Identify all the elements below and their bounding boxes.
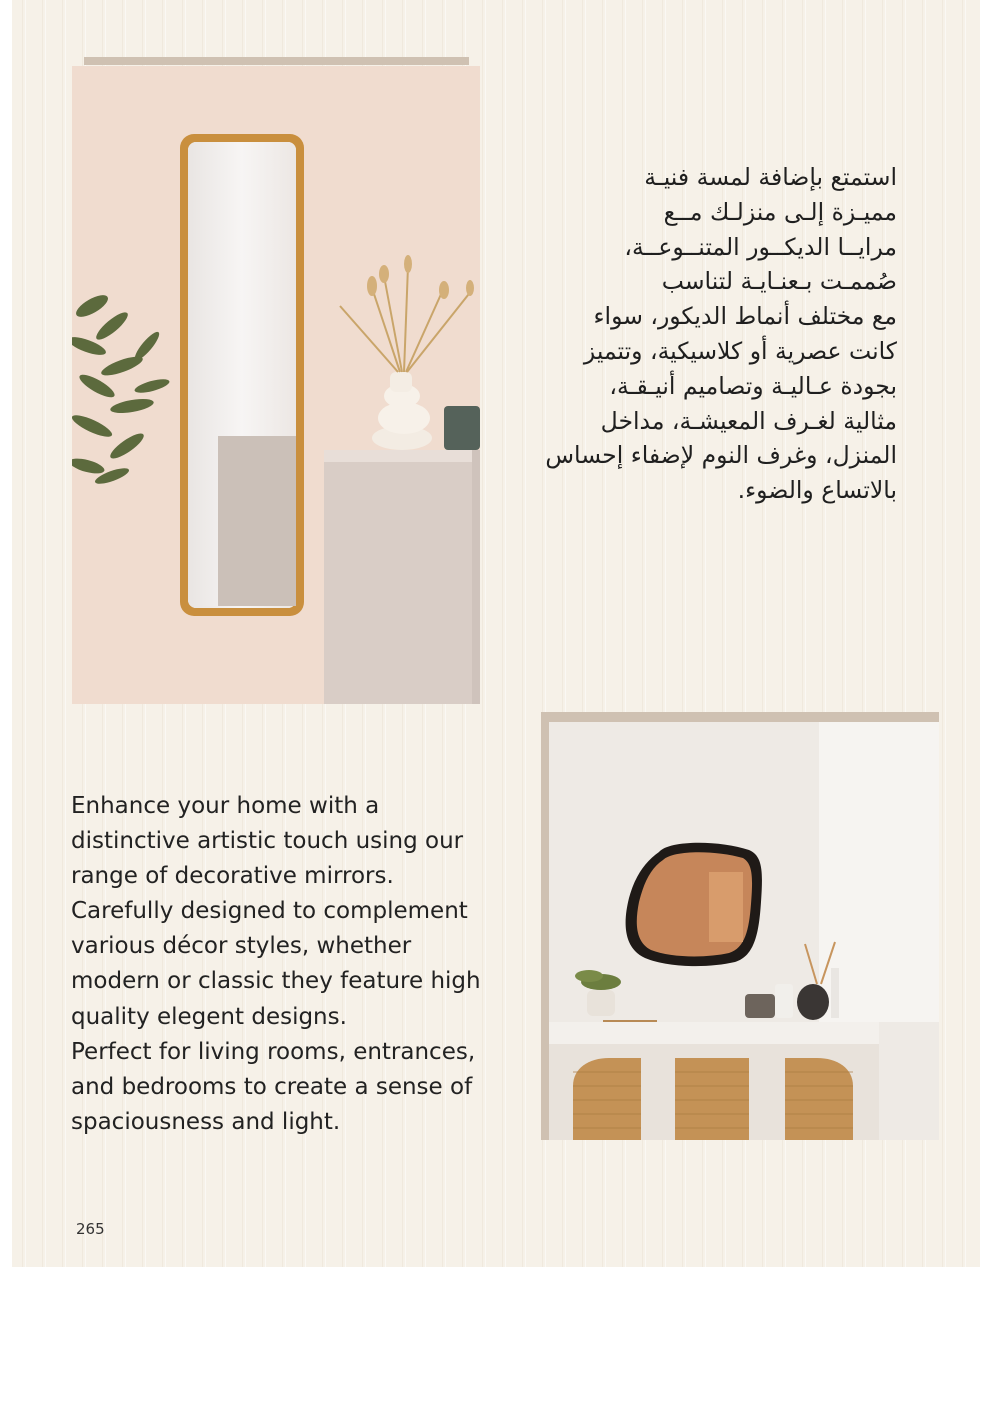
arabic-line: مثالية لغـرف المعيشـة، مداخل <box>600 406 897 435</box>
arabic-line: مع مختلف أنماط الديكور، سواء <box>593 302 897 331</box>
arabic-line: مميـزة إلـى منزلـك مــع <box>663 197 897 226</box>
english-line: distinctive artistic touch using our <box>71 828 464 855</box>
page-number: 265 <box>76 1220 105 1238</box>
tall-mirror-photo <box>72 66 480 704</box>
arabic-line: كانت عصرية أو كلاسيكية، وتتميز <box>583 336 897 365</box>
arabic-line: مرايــا الديكــور المتنــوعــة، <box>624 232 897 261</box>
english-line: various décor styles, whether <box>71 933 412 960</box>
arabic-line: استمتع بإضافة لمسة فنيـة <box>644 163 897 191</box>
catalog-page <box>12 0 980 1267</box>
english-line: Carefully designed to complement <box>71 898 468 925</box>
english-line: Enhance your home with a <box>71 793 380 819</box>
arabic-line: بجودة عـاليـة وتصاميم أنيـقـة، <box>609 371 897 400</box>
english-line: quality elegent designs. <box>71 1003 347 1030</box>
english-line: modern or classic they feature high <box>71 968 481 995</box>
arabic-description <box>517 160 897 508</box>
arabic-line: المنزل، وغرف النوم لإضفاء إحساس <box>545 441 897 470</box>
english-line: Perfect for living rooms, entrances, <box>71 1038 476 1065</box>
arabic-line: صُممـت بـعنـايـة لتناسب <box>661 267 897 296</box>
english-line: and bedrooms to create a sense of <box>71 1073 473 1100</box>
accent-bar <box>84 57 469 65</box>
english-description <box>71 789 541 1140</box>
arabic-line: بالاتساع والضوء. <box>737 476 897 505</box>
english-line: spaciousness and light. <box>71 1108 341 1135</box>
organic-mirror-photo <box>549 722 939 1140</box>
english-line: range of decorative mirrors. <box>71 863 394 890</box>
